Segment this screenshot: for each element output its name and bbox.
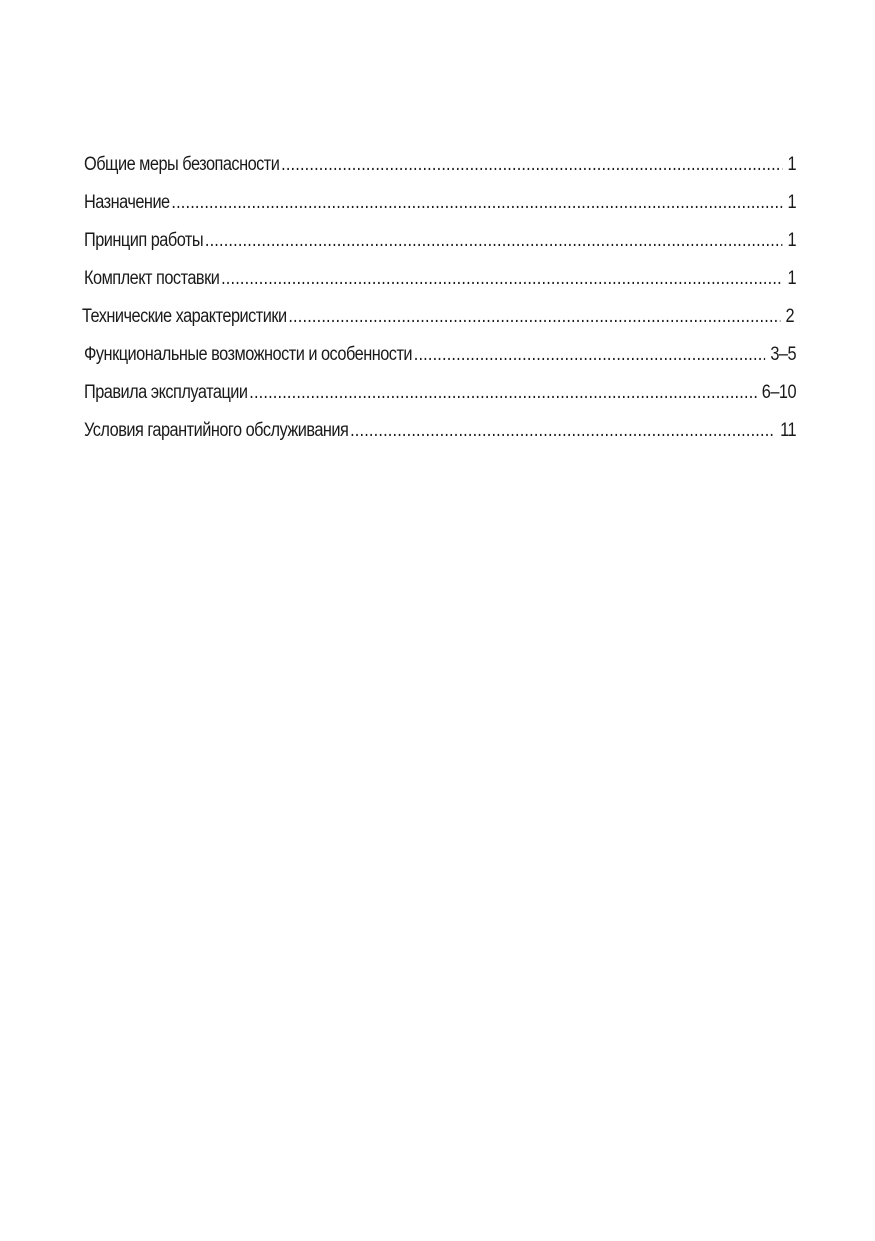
toc-entry-title: Условия гарантийного обслуживания [84,420,349,441]
toc-entry [82,302,794,340]
toc-entry-title: Принцип работы [84,230,204,251]
toc-entry [84,264,796,302]
toc-entry [84,378,796,416]
toc-dot-leader [205,226,782,256]
toc-entry [84,416,796,454]
toc-entry-page: 6–10 [761,382,797,403]
toc-dot-leader [414,340,765,370]
toc-dot-leader [171,188,782,218]
table-of-contents [84,150,796,454]
toc-dot-leader [350,416,775,446]
toc-entry-page: 11 [780,420,797,441]
toc-entry [84,150,796,188]
toc-entry-title: Комплект поставки [84,268,220,289]
toc-entry-title: Технические характеристики [82,306,287,327]
toc-entry-page: 3–5 [770,344,797,365]
toc-entry-title: Функциональные возможности и особенности [84,344,413,365]
toc-entry-page: 2 [785,306,795,327]
toc-dot-leader [249,378,756,408]
toc-entry-title: Общие меры безопасности [84,154,280,175]
toc-entry-page: 1 [787,230,797,251]
toc-dot-leader [221,264,782,294]
toc-entry [84,340,796,378]
toc-entry-title: Назначение [84,192,170,213]
toc-entry-page: 1 [787,154,797,175]
toc-entry [84,188,796,226]
toc-entry [84,226,796,264]
toc-entry-title: Правила эксплуатации [84,382,248,403]
toc-dot-leader [281,150,782,180]
toc-entry-page: 1 [787,192,797,213]
toc-entry-page: 1 [787,268,797,289]
toc-dot-leader [288,302,780,332]
